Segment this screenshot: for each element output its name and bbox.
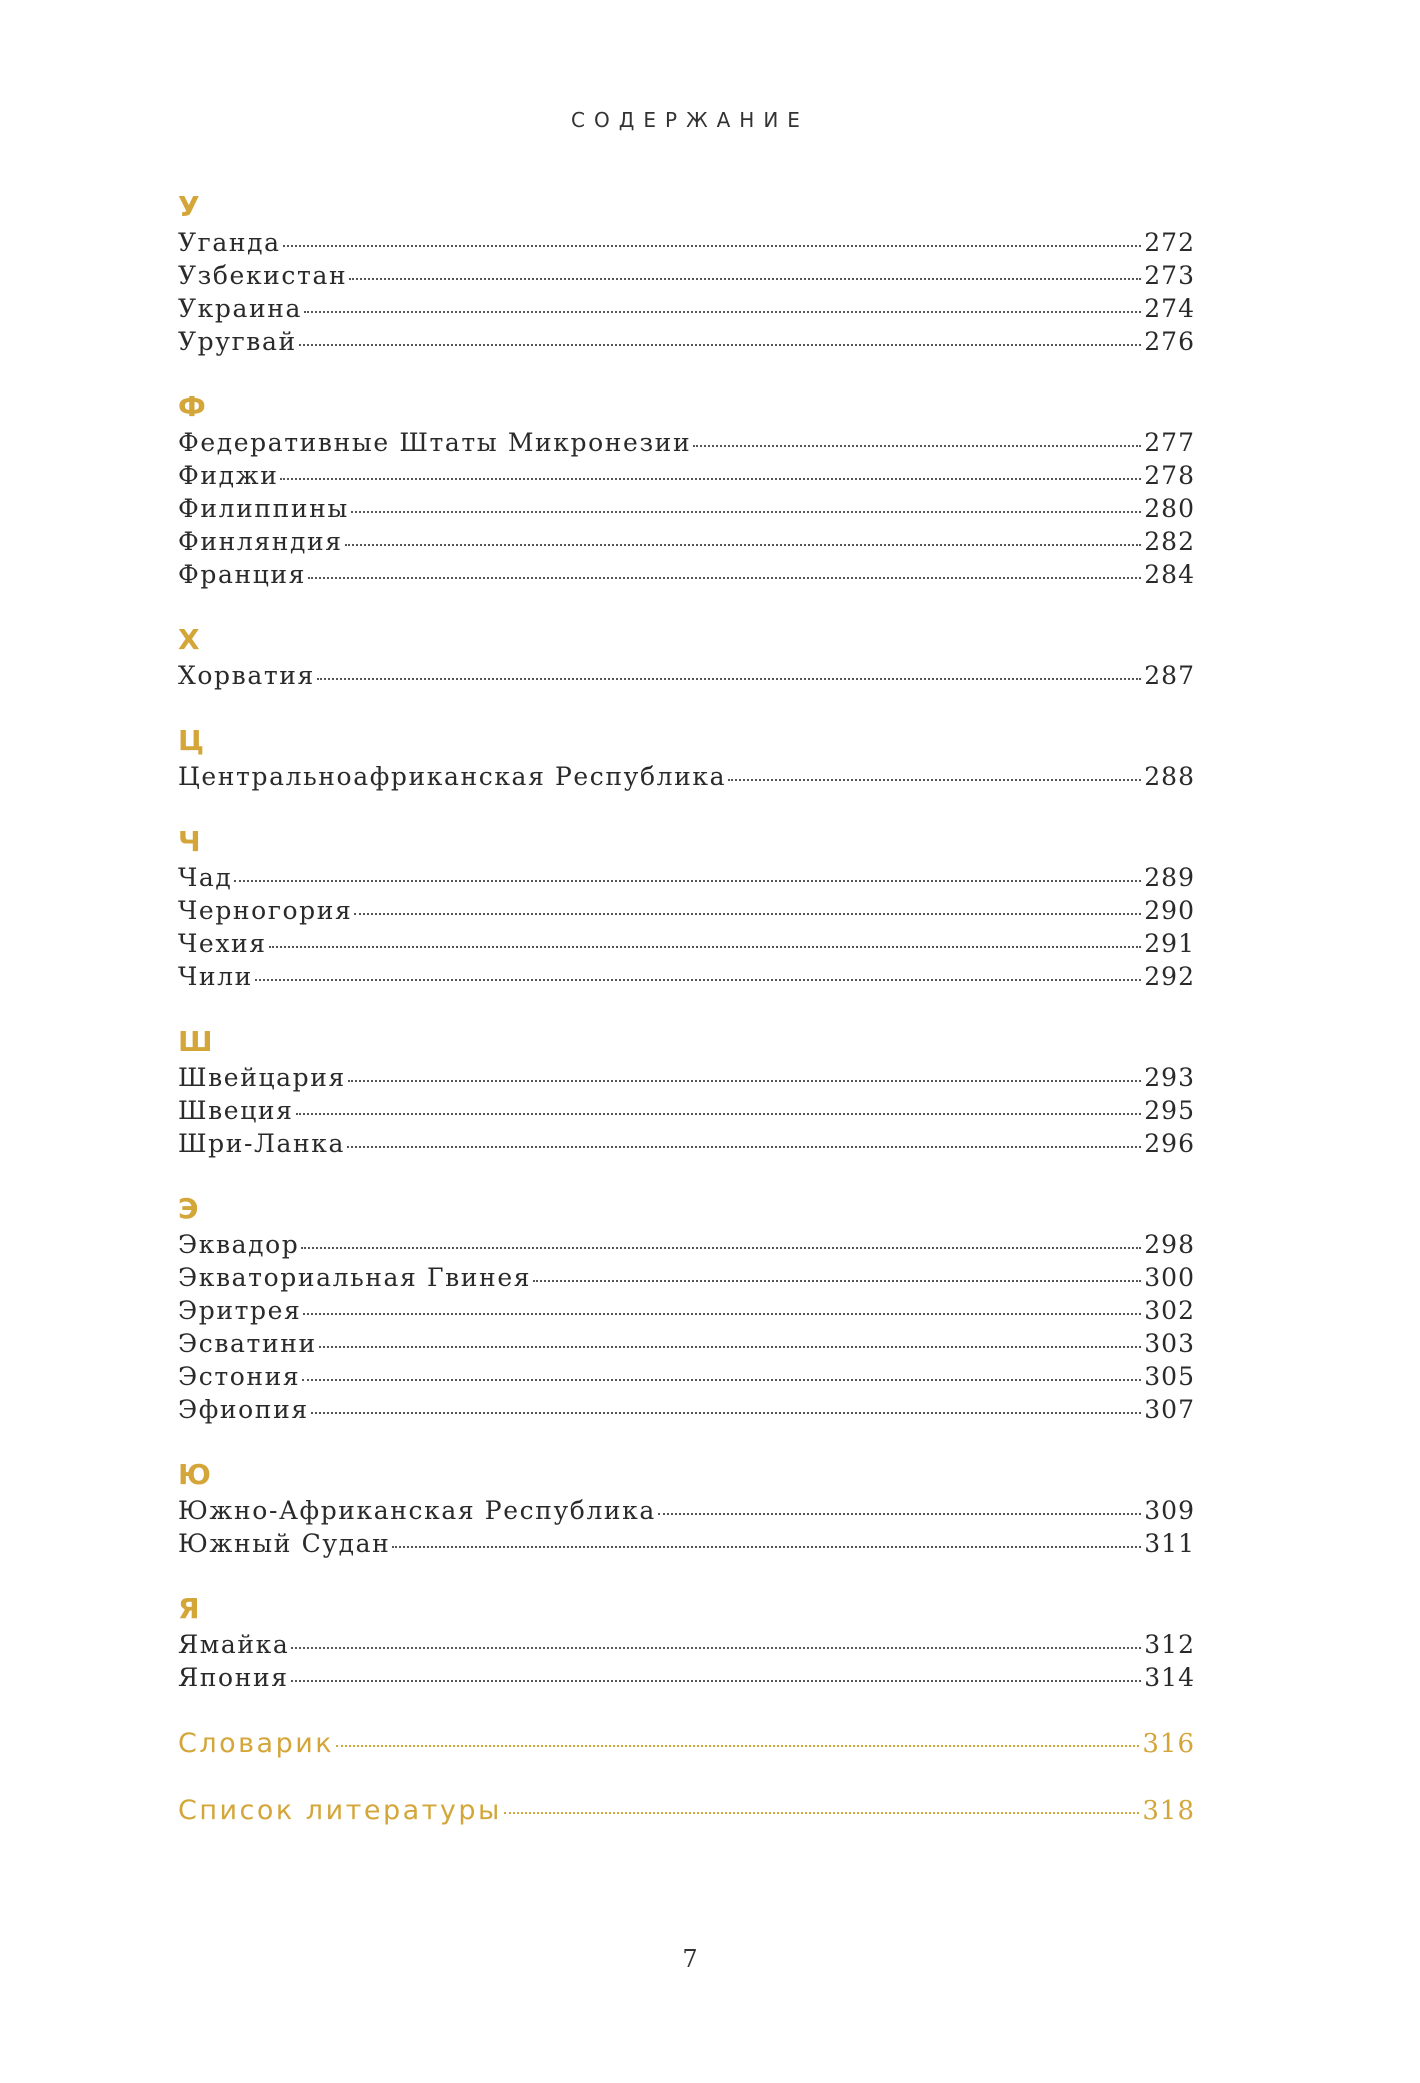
entry-name: Филиппины (178, 494, 349, 523)
toc-entry[interactable] (178, 760, 1195, 793)
toc-section-ch (178, 823, 1195, 993)
section-letter: Ч (178, 825, 201, 858)
entry-page: 273 (1144, 261, 1195, 290)
entry-page: 307 (1144, 1395, 1195, 1424)
dot-leader (728, 777, 1141, 781)
entry-page: 293 (1144, 1063, 1195, 1092)
entry-name: Чад (178, 863, 233, 892)
entry-name: Эстония (178, 1362, 301, 1391)
entry-page: 290 (1144, 896, 1195, 925)
toc-entry[interactable] (178, 558, 1195, 591)
entry-page: 278 (1144, 461, 1195, 490)
dot-leader (354, 911, 1141, 915)
entry-page: 276 (1144, 327, 1195, 356)
dot-leader (345, 542, 1142, 546)
dot-leader (392, 1544, 1141, 1548)
toc-entry[interactable] (178, 894, 1195, 927)
dot-leader (347, 1144, 1141, 1148)
dot-leader (291, 1678, 1142, 1682)
entry-name: Список литературы (178, 1795, 502, 1826)
dot-leader (533, 1278, 1141, 1282)
entry-name: Швейцария (178, 1063, 346, 1092)
entry-page: 309 (1144, 1496, 1195, 1525)
entry-name: Эквадор (178, 1230, 300, 1259)
entry-name: Черногория (178, 896, 353, 925)
toc-section-ya (178, 1590, 1195, 1694)
toc-entry[interactable] (178, 1661, 1195, 1694)
toc-entry[interactable] (178, 861, 1195, 894)
dot-leader (234, 878, 1141, 882)
section-letter: У (178, 190, 200, 223)
entry-page: 300 (1144, 1263, 1195, 1292)
dot-leader (693, 443, 1141, 447)
dot-leader (296, 1111, 1142, 1115)
toc-entry-glossary[interactable] (178, 1724, 1195, 1764)
entry-page: 312 (1144, 1630, 1195, 1659)
toc-entry[interactable] (178, 1127, 1195, 1160)
entry-page: 302 (1144, 1296, 1195, 1325)
dot-leader (269, 944, 1142, 948)
dot-leader (504, 1810, 1140, 1814)
toc-entry[interactable] (178, 1228, 1195, 1261)
toc-entry[interactable] (178, 426, 1195, 459)
entry-page: 296 (1144, 1129, 1195, 1158)
toc-section-yu (178, 1456, 1195, 1560)
toc-entry[interactable] (178, 927, 1195, 960)
entry-name: Фиджи (178, 461, 279, 490)
entry-page: 280 (1144, 494, 1195, 523)
section-letter: Х (178, 623, 200, 656)
toc-entry[interactable] (178, 1094, 1195, 1127)
entry-page: 274 (1144, 294, 1195, 323)
entry-name: Словарик (178, 1728, 335, 1759)
dot-leader (349, 276, 1141, 280)
entry-name: Эритрея (178, 1296, 302, 1325)
dot-leader (308, 575, 1141, 579)
entry-name: Ямайка (178, 1630, 290, 1659)
section-letter: Я (178, 1592, 200, 1625)
toc-section-kh (178, 621, 1195, 692)
entry-page: 311 (1144, 1529, 1195, 1558)
toc-entry[interactable] (178, 492, 1195, 525)
table-of-contents (178, 188, 1195, 1831)
entry-name: Шри-Ланка (178, 1129, 346, 1158)
toc-entry[interactable] (178, 659, 1195, 692)
entry-name: Экваториальная Гвинея (178, 1263, 532, 1292)
toc-entry[interactable] (178, 226, 1195, 259)
dot-leader (303, 1311, 1141, 1315)
entry-page: 295 (1144, 1096, 1195, 1125)
toc-entry-bibliography[interactable] (178, 1791, 1195, 1831)
dot-leader (311, 1410, 1142, 1414)
dot-leader (336, 1743, 1139, 1747)
entry-name: Эфиопия (178, 1395, 309, 1424)
toc-entry[interactable] (178, 525, 1195, 558)
dot-leader (299, 342, 1142, 346)
toc-entry[interactable] (178, 459, 1195, 492)
toc-entry[interactable] (178, 259, 1195, 292)
entry-name: Украина (178, 294, 303, 323)
toc-section-sh (178, 1023, 1195, 1160)
section-letter: Ц (178, 724, 204, 757)
entry-name: Федеративные Штаты Микронезии (178, 428, 692, 457)
entry-page: 288 (1144, 762, 1195, 791)
toc-section-f (178, 388, 1195, 591)
toc-entry[interactable] (178, 325, 1195, 358)
dot-leader (658, 1511, 1141, 1515)
toc-section-e (178, 1190, 1195, 1426)
toc-entry[interactable] (178, 1527, 1195, 1560)
entry-name: Япония (178, 1663, 289, 1692)
dot-leader (302, 1377, 1141, 1381)
dot-leader (351, 509, 1141, 513)
toc-entry[interactable] (178, 1327, 1195, 1360)
page-number: 7 (682, 1945, 698, 1973)
entry-page: 284 (1144, 560, 1195, 589)
page-header-title: СОДЕРЖАНИЕ (571, 108, 809, 132)
entry-page: 305 (1144, 1362, 1195, 1391)
entry-page: 287 (1144, 661, 1195, 690)
entry-name: Южно-Африканская Республика (178, 1496, 656, 1525)
entry-name: Финляндия (178, 527, 343, 556)
entry-page: 303 (1144, 1329, 1195, 1358)
entry-name: Узбекистан (178, 261, 348, 290)
entry-page: 272 (1144, 228, 1195, 257)
entry-page: 316 (1142, 1729, 1195, 1759)
entry-name: Уругвай (178, 327, 297, 356)
entry-page: 291 (1144, 929, 1195, 958)
entry-page: 314 (1144, 1663, 1195, 1692)
toc-entry[interactable] (178, 1261, 1195, 1294)
section-letter: Э (178, 1192, 199, 1225)
entry-page: 289 (1144, 863, 1195, 892)
dot-leader (280, 476, 1141, 480)
toc-entry[interactable] (178, 1061, 1195, 1094)
entry-name: Чехия (178, 929, 267, 958)
entry-name: Чили (178, 962, 253, 991)
toc-entry[interactable] (178, 1294, 1195, 1327)
dot-leader (301, 1245, 1141, 1249)
entry-name: Южный Судан (178, 1529, 391, 1558)
toc-entry[interactable] (178, 960, 1195, 993)
dot-leader (291, 1645, 1141, 1649)
entry-name: Эсватини (178, 1329, 317, 1358)
toc-entry[interactable] (178, 1360, 1195, 1393)
dot-leader (255, 977, 1141, 981)
dot-leader (348, 1078, 1141, 1082)
entry-name: Швеция (178, 1096, 294, 1125)
entry-name: Уганда (178, 228, 281, 257)
entry-page: 318 (1142, 1796, 1195, 1826)
section-letter: Ф (178, 390, 206, 423)
entry-name: Хорватия (178, 661, 315, 690)
entry-page: 298 (1144, 1230, 1195, 1259)
dot-leader (283, 243, 1142, 247)
toc-section-ts (178, 722, 1195, 793)
toc-entry[interactable] (178, 1494, 1195, 1527)
section-letter: Ю (178, 1458, 211, 1491)
dot-leader (317, 676, 1141, 680)
entry-name: Центральноафриканская Республика (178, 762, 727, 791)
toc-entry[interactable] (178, 1628, 1195, 1661)
dot-leader (319, 1344, 1142, 1348)
section-letter: Ш (178, 1025, 213, 1058)
entry-name: Франция (178, 560, 307, 589)
entry-page: 282 (1144, 527, 1195, 556)
dot-leader (304, 309, 1141, 313)
entry-page: 292 (1144, 962, 1195, 991)
toc-section-u (178, 188, 1195, 358)
toc-entry[interactable] (178, 292, 1195, 325)
entry-page: 277 (1144, 428, 1195, 457)
toc-entry[interactable] (178, 1393, 1195, 1426)
